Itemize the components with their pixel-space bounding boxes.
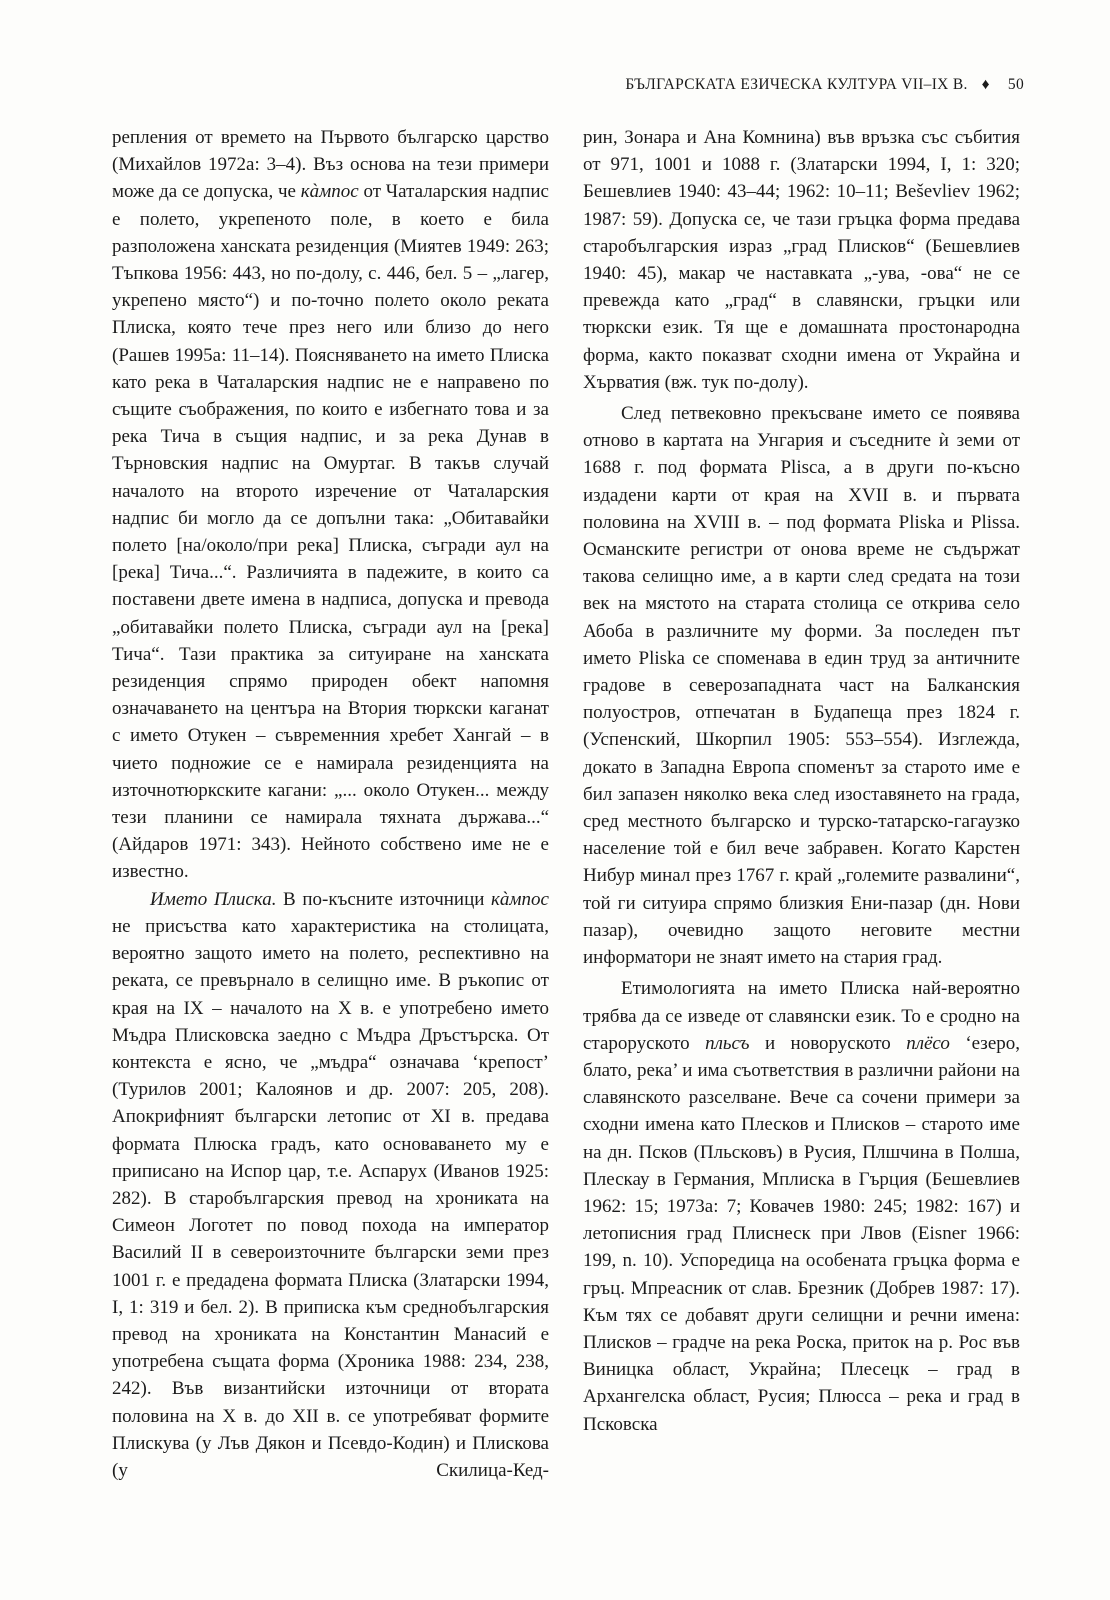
- text-run: Етимологията на името Плиска най-вероятно трябва да се изведе от славянски език. То е сродно на староруското: [583, 978, 1020, 1054]
- text-run: В по-късните източници: [276, 888, 492, 910]
- left-column: [112, 124, 549, 1484]
- running-header: [112, 76, 1024, 94]
- section-run-in-heading: Името Плиска.: [150, 888, 277, 910]
- paragraph: [112, 124, 549, 886]
- text-run: не присъства като характеристика на столицата, вероятно защото името на полето, респективно на реката, се превърнало в селищно име. В ръкопис от края на IX – началото на X в. е употребено името Мъдра Плисковска заедно с Мъдра Дръстърска. От контекста е ясно, че „мъдра“ означава ‘крепост’ (Турилов 2001; Калоянов и др. 2007: 205, 208). Апокрифният български летопис от XI в. предава формата Плюска градъ, като основаването му е приписано на Испор цар, т.е. Аспарух (Иванов 1925: 282). В старобългарския превод на хрониката на Симеон Логотет по повод похода на император Василий II в североизточните български земи през 1001 г. е предадена формата Плиска (Златарски 1994, I, 1: 319 и бел. 2). В приписка към среднобългарския превод на хрониката на Константин Манасий е употребена същата форма (Хроника 1988: 234, 238, 242). Във византийски източници от втората половина на X в. до XII в. се употребяват формите Плискува (у Лъв Дякон и Псевдо-Кодин) и Плискова (у Скилица-Кед-: [112, 915, 549, 1481]
- paragraph: [583, 975, 1020, 1437]
- diamond-separator-icon: ♦: [981, 76, 990, 93]
- paragraph: След петвековно прекъсване името се появява отново в картата на Унгария и съседните ѝ земи от 1688 г. под формата Plisca, а в други по-късно издадени карти от края на XVII в. и първата половина на XVIII в. – под формата Pliska и Plissa. Османските регистри от онова време не съдържат такова селищно име, а в карти след средата на този век на мястото на старата столица се открива село Абоба в различните му форми. За последен път името Pliska се споменава в един труд за античните градове в северозападната част на Балканския полуостров, отпечатан в Будапеща през 1824 г. (Успенский, Шкорпил 1905: 553–554). Изглежда, докато в Западна Европа споменът за старото име е бил запазен няколко века след изоставянето на града, сред местното българско и турско-татарско-гагаузко население той е бил вече забравен. Когато Карстен Нибур минал през 1767 г. край „големите развалини“, той ги ситуира спрямо близкия Ени-пазар (дн. Нови пазар), очевидно защото неговите местни информатори не знаят името на стария град.: [583, 403, 1020, 969]
- italic-term: пльсъ: [705, 1032, 750, 1054]
- running-title: БЪЛГАРСКАТА ЕЗИЧЕСКА КУЛТУРА VII–IX В.: [625, 76, 968, 93]
- paragraph: рин, Зонара и Ана Комнина) във връзка със събития от 971, 1001 и 1088 г. (Златарски 1994, I, 1: 320; Бешевлиев 1940: 43–44; 1962: 10–11; Beševliev 1962; 1987: 59). Допуска се, че тази гръцка форма предава старобългарския израз „град Плисков“ (Бешевлиев 1940: 45), макар че наставката „-ува, -ова“ не се превежда като „град“ в славянски, гръцки или тюркски език. Тя ще е домашната простонародна форма, както показват сходни имена от Украйна и Хърватия (вж. тук по-долу).: [583, 127, 1020, 393]
- text-run: репления от времето на Първото българско царство (Михайлов 1972а: 3–4). Въз основа на тези примери може да се допуска, че: [112, 127, 549, 203]
- italic-term: кàмпос: [491, 888, 549, 910]
- page-number: 50: [1007, 76, 1024, 93]
- text-run: и новоруското: [749, 1032, 907, 1054]
- text-run: ‘езеро, блато, река’ и има съответствия в различни райони на славянското разселване. Вече са сочени примери за сходни имена като Плесков и Плисков – старото име на дн. Псков (Пльсковъ) в Русия, Плшчина в Полша, Плескау в Германия, Мплиска в Гърция (Бешевлиев 1962: 15; 1973а: 7; Ковачев 1980: 245; 1982: 167) и летописния град Плиснеск при Лвов (Eisner 1966: 199, n. 10). Успоредица на особената гръцка форма е гръц. Мпреасник от слав. Брезник (Добрев 1987: 17). Към тях се добавят други селищни и речни имена: Плисков – градче на река Роска, приток на р. Рос във Виницка област, Украйна; Плесецк – град в Архангелска област, Русия; Плюсса – река и град в Псковска: [583, 1032, 1020, 1435]
- text-run: от Чаталарския надпис е полето, укрепеното поле, в което е била разположена ханската резиденция (Миятев 1949: 263; Тъпкова 1956: 443, но по-долу, с. 446, бел. 5 – „лагер, укрепено място“) и по-точно полето около реката Плиска, която тече през него или близо до него (Рашев 1995а: 11–14). Поясняването на името Плиска като река в Чаталарския надпис не е направено по същите съображения, по които е избегнато това и за река Тича в същия надпис, и за река Дунав в Търновския надпис на Омуртаг. В такъв случай началото на второто изречение от Чаталарския надпис би могло да се допълни така: „Обитавайки полето [на/около/при река] Плиска, съгради аул на [река] Тича...“. Различията в падежите, в които са поставени двете имена в надписа, допуска и превода „обитавайки полето Плиска, съгради аул на [река] Тича“. Тази практика за ситуиране на ханската резиденция спрямо природен обект напомня означаването на центъра на Втория тюркски каганат с името Отукен – съвременния хребет Хангай – в чието подножие се е намирала резиденцията на източнотюркските кагани: „... около Отукен... между тези планини се намирала тяхната държава...“ (Айдаров 1971: 343). Нейното собствено име не е известно.: [112, 181, 549, 883]
- right-column: [583, 124, 1020, 1438]
- paragraph: [112, 886, 549, 1484]
- italic-term: кàмпос: [300, 181, 359, 203]
- italic-term: плёсо: [906, 1032, 950, 1054]
